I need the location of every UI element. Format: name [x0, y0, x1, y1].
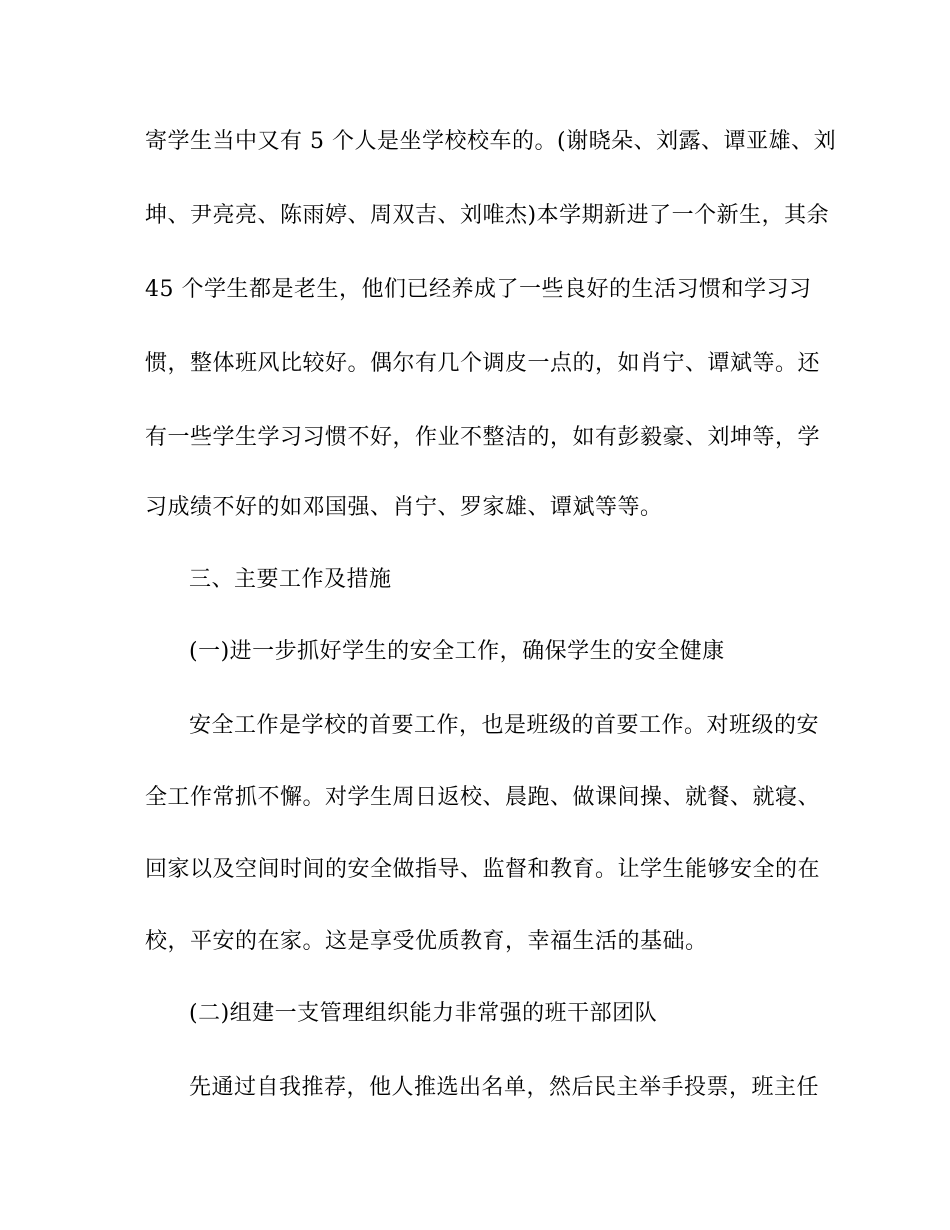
paragraph-line: 回家以及空间时间的安全做指导、监督和教育。让学生能够安全的在 [145, 857, 821, 882]
paragraph-line: 惯，整体班风比较好。偶尔有几个调皮一点的，如肖宁、谭斌等。还 [145, 351, 821, 376]
paragraph-line: 坤、尹亮亮、陈雨婷、周双吉、刘唯杰)本学期新进了一个新生，其余 [145, 203, 830, 228]
paragraph-line: 全工作常抓不懈。对学生周日返校、晨跑、做课间操、就餐、就寝、 [145, 785, 821, 810]
paragraph-line: 习成绩不好的如邓国强、肖宁、罗家雄、谭斌等等。 [145, 495, 663, 520]
paragraph-line: 安全工作是学校的首要工作，也是班级的首要工作。对班级的安 [189, 713, 820, 738]
paragraph-line: 先通过自我推荐，他人推选出名单，然后民主举手投票，班主任 [189, 1075, 820, 1100]
paragraph-line: 校，平安的在家。这是享受优质教育，幸福生活的基础。 [145, 929, 708, 954]
paragraph-line: 45 个学生都是老生，他们已经养成了一些良好的生活习惯和学习习 [145, 277, 812, 302]
subsection-heading: (二)组建一支管理组织能力非常强的班干部团队 [189, 1001, 658, 1026]
paragraph-line: 寄学生当中又有 5 个人是坐学校校车的。(谢晓朵、刘露、谭亚雄、刘 [145, 129, 837, 154]
paragraph-line: 有一些学生学习习惯不好，作业不整洁的，如有彭毅豪、刘坤等，学 [145, 425, 821, 450]
section-heading: 三、主要工作及措施 [189, 567, 392, 592]
subsection-heading: (一)进一步抓好学生的安全工作，确保学生的安全健康 [189, 639, 725, 664]
